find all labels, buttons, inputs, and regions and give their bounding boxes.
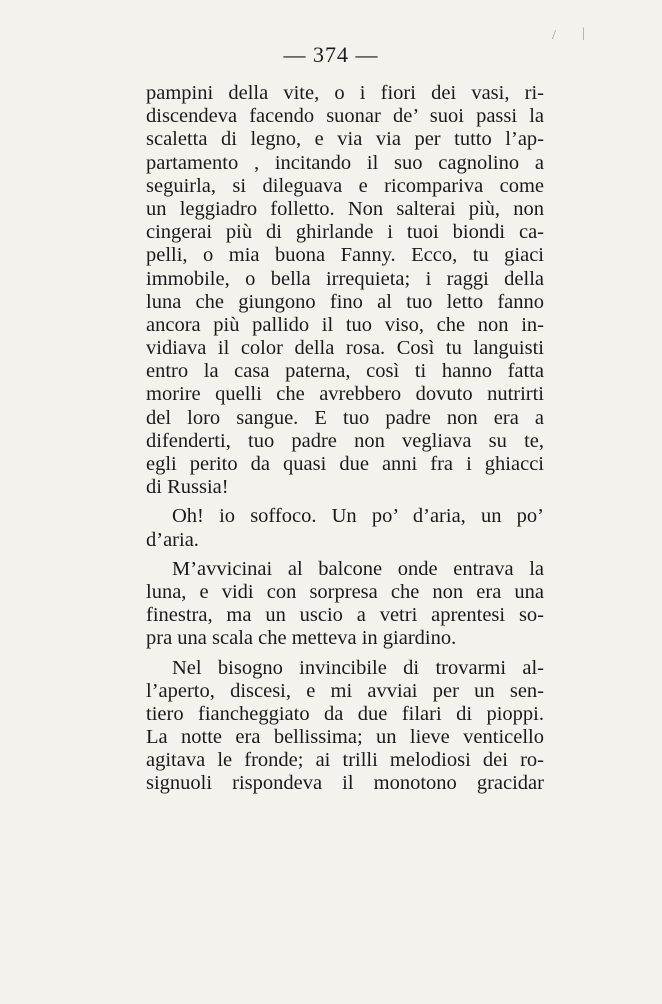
- paragraph: [146, 82, 544, 499]
- text-line: luna che giungono fino al tuo letto fanno: [146, 290, 544, 313]
- text-line: di Russia!: [146, 476, 229, 499]
- text-line: agitava le fronde; ai trilli melodiosi dei ro-: [146, 749, 544, 772]
- text-line: difenderti, tuo padre non vegliava su te,: [146, 429, 544, 452]
- text-line: scaletta di legno, e via via per tutto l’ap-: [146, 128, 544, 151]
- paragraph: [146, 657, 544, 796]
- text-line: Nel bisogno invincibile di trovarmi al-: [172, 656, 544, 679]
- text-line: pampini della vite, o i fiori dei vasi, ri-: [146, 82, 544, 104]
- text-line: luna, e vidi con sorpresa che non era una: [146, 580, 544, 603]
- paragraph: [146, 558, 544, 651]
- text-line: M’avvicinai al balcone onde entrava la: [172, 557, 544, 580]
- text-line: tiero fiancheggiato da due filari di pioppi.: [146, 702, 544, 725]
- page-number: — 374 —: [283, 42, 379, 67]
- margin-tick: /: [552, 28, 556, 43]
- text-line: l’aperto, discesi, e mi avviai per un sen-: [146, 679, 544, 702]
- text-line: del loro sangue. E tuo padre non era a: [146, 406, 544, 429]
- text-line: d’aria.: [146, 528, 199, 551]
- text-line: un leggiadro folletto. Non salterai più, non: [146, 197, 544, 220]
- text-line: cingerai più di ghirlande i tuoi biondi ca-: [146, 221, 544, 244]
- text-line: morire quelli che avrebbero dovuto nutrirti: [146, 383, 544, 406]
- text-line: seguirla, si dileguava e ricompariva come: [146, 174, 544, 197]
- text-line: pra una scala che metteva in giardino.: [146, 627, 457, 650]
- margin-tick: |: [582, 26, 585, 41]
- text-line: vidiava il color della rosa. Così tu languisti: [146, 337, 544, 360]
- text-line: immobile, o bella irrequieta; i raggi della: [146, 267, 544, 290]
- text-line: finestra, ma un uscio a vetri aprentesi so-: [146, 604, 544, 627]
- text-line: signuoli rispondeva il monotono gracidar: [146, 772, 544, 795]
- text-line: Oh! io soffoco. Un po’ d’aria, un po’: [172, 505, 544, 528]
- text-line: ancora più pallido il tuo viso, che non in-: [146, 313, 544, 336]
- text-line: pelli, o mia buona Fanny. Ecco, tu giaci: [146, 244, 544, 267]
- text-line: partamento , incitando il suo cagnolino a: [146, 151, 544, 174]
- text-line: La notte era bellissima; un lieve venticello: [146, 726, 544, 749]
- text-line: discendeva facendo suonar de’ suoi passi la: [146, 105, 544, 128]
- paragraph: [146, 505, 544, 551]
- body-text: [146, 82, 544, 796]
- text-line: entro la casa paterna, così ti hanno fatta: [146, 360, 544, 383]
- text-line: egli perito da quasi due anni fra i ghiacci: [146, 453, 544, 475]
